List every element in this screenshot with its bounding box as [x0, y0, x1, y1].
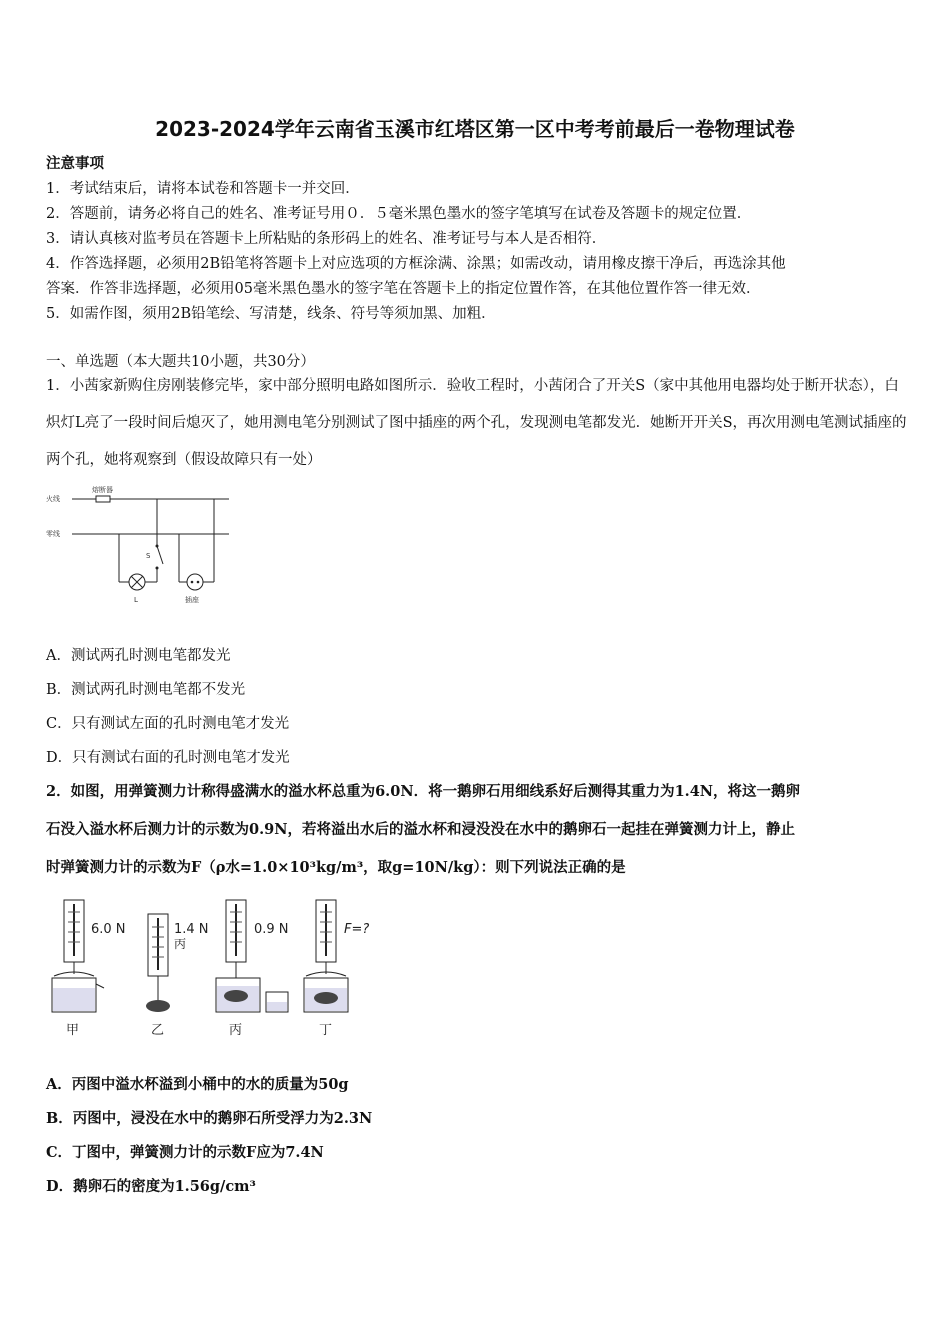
q2-option-b: B．丙图中，浸没在水中的鹅卵石所受浮力为2.3N [46, 1110, 373, 1127]
fire-line-label: 火线 [46, 495, 60, 503]
q2-option-c: C．丁图中，弹簧测力计的示数F应为7.4N [46, 1144, 324, 1161]
q1-option-c: C．只有测试左面的孔时测电笔才发光 [46, 716, 290, 732]
reading-label: F=? [344, 922, 370, 937]
reading-label: 1.4 N [174, 922, 209, 937]
notice-item: 3．请认真核对监考员在答题卡上所粘贴的条形码上的姓名、准考证号与本人是否相符． [46, 231, 607, 247]
scale-bing [216, 900, 288, 1012]
q1-option-a: A．测试两孔时测电笔都发光 [46, 648, 231, 664]
reading-label: 0.9 N [254, 922, 289, 937]
caption-label: 丁 [319, 1023, 333, 1038]
circuit-diagram [44, 484, 244, 608]
scale-jia [52, 900, 104, 1012]
fuse-icon [96, 496, 110, 502]
section-heading: 一、单选题（本大题共10小题，共30分） [46, 354, 315, 370]
socket-label: 插座 [185, 596, 199, 604]
question-2-line: 时弹簧测力计的示数为F（ρ水=1.0×10³kg/m³，取g=10N/kg）：则下列说法正确的是 [46, 859, 626, 876]
notice-item: 4．作答选择题，必须用2B铅笔将答题卡上对应选项的方框涂满、涂黑；如需改动，请用橡皮擦干净后，再选涂其他 [46, 256, 786, 272]
question-2-line: 2．如图，用弹簧测力计称得盛满水的溢水杯总重为6.0N．将一鹅卵石用细线系好后测得其重力为1.4N，将这一鹅卵 [46, 783, 801, 800]
scale-yi [146, 914, 170, 1012]
notice-item: 5．如需作图，须用2B铅笔绘、写清楚，线条、符号等须加黑、加粗． [46, 306, 496, 322]
zero-line-label: 零线 [46, 530, 60, 538]
spring-scale-figure [44, 892, 394, 1042]
notice-item: 1．考试结束后，请将本试卷和答题卡一并交回． [46, 181, 360, 197]
question-2-line: 石没入溢水杯后测力计的示数为0.9N，若将溢出水后的溢水杯和浸没没在水中的鹅卵石一起挂在弹簧测力计上，静止 [46, 821, 795, 838]
pebble-icon [146, 1000, 170, 1012]
switch-label: S [146, 552, 151, 560]
reading-small-label: 丙 [174, 937, 187, 951]
q2-option-d: D．鹅卵石的密度为1.56g/cm³ [46, 1178, 256, 1195]
socket-icon [187, 574, 203, 590]
caption-label: 乙 [151, 1023, 165, 1038]
page-title: 2023-2024学年云南省玉溪市红塔区第一区中考考前最后一卷物理试卷 [155, 117, 795, 141]
scale-ding [304, 900, 348, 1012]
switch-icon [157, 546, 163, 564]
notice-item: 答案．作答非选择题，必须用05毫米黑色墨水的签字笔在答题卡上的指定位置作答，在其他位置作答一律无效． [46, 281, 761, 297]
fuse-label: 熔断器 [92, 486, 113, 494]
notice-heading: 注意事项 [46, 155, 104, 172]
q2-option-a: A．丙图中溢水杯溢到小桶中的水的质量为50g [46, 1076, 349, 1093]
question-1-text: 1．小茜家新购住房刚装修完毕，家中部分照明电路如图所示．验收工程时，小茜闭合了开关S（家中其他用电器均处于断开状态），白炽灯L亮了一段时间后熄灭了，她用测电笔分别测试了图中插座的两个孔，发现测电笔都发光．她断开开关S，再次用测电笔测试插座的两个孔，她将观察到（假设故障只有一处） [46, 378, 907, 468]
q1-option-d: D．只有测试右面的孔时测电笔才发光 [46, 750, 290, 766]
q1-option-b: B．测试两孔时测电笔都不发光 [46, 682, 246, 698]
caption-label: 甲 [66, 1023, 80, 1038]
caption-label: 丙 [229, 1023, 243, 1038]
reading-label: 6.0 N [91, 922, 126, 937]
notice-item: 2．答题前，请务必将自己的姓名、准考证号用０．５毫米黑色墨水的签字笔填写在试卷及答题卡的规定位置． [46, 206, 752, 222]
lamp-label: L [134, 596, 138, 604]
